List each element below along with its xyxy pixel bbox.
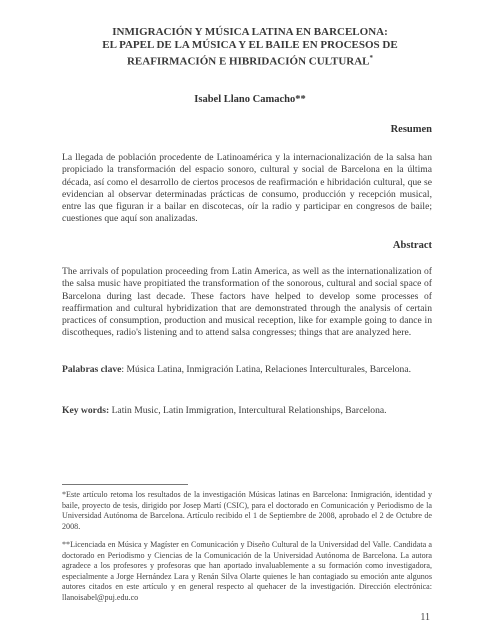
title-line-1: INMIGRACIÓN Y MÚSICA LATINA EN BARCELONA:	[112, 26, 388, 38]
keywords-spanish	[62, 364, 432, 376]
keywords-spanish-label: Palabras clave	[62, 364, 122, 375]
title-footnote-marker: *	[369, 54, 374, 62]
article-title	[60, 26, 440, 69]
abstract-paragraph: The arrivals of population proceeding from Latin America, as well as the internationalization of the salsa music have propitiated the transformation of the sonorous, cultural and social space of Barcelona during last decade. These factors have helped to develop some processes of reaffirmation and cultural hybridization that are demonstrated through the analysis of certain practices of consumption, production and musical reception, like for example going to dance in discotheques, radio's listening and to attend salsa congresses; things that are analyzed here.	[62, 266, 432, 339]
keywords-english-label: Key words:	[62, 405, 110, 416]
resumen-paragraph: La llegada de población procedente de Latinoamérica y la internacionalización de la salsa han propiciado la transformación del espacio sonoro, cultural y social de Barcelona en la última década, así como el desarrollo de ciertos procesos de reafirmación e hibridación cultural, que se evidencian al observar determinadas prácticas de consumo, producción y recepción musical, entre las que figuran ir a bailar en discotecas, oír la radio y participar en congresos de baile; cuestiones que aquí son analizadas.	[62, 152, 432, 225]
footnote-divider	[62, 484, 188, 485]
title-line-3	[60, 52, 440, 69]
resumen-heading: Resumen	[390, 124, 432, 135]
author-name: Isabel Llano Camacho**	[194, 94, 306, 105]
footnote-1: *Este artículo retoma los resultados de la investigación Músicas latinas en Barcelona: Inmigración, identidad y baile, proyecto de tesis, dirigido por Josep Martí (CSIC), para el doctorado en Comunicación y Periodismo de la Universidad Autónoma de Barcelona. Artículo recibido el 1 de Septiembre de 2008, aprobado el 2 de Octubre de 2008.	[62, 490, 432, 531]
keywords-spanish-text: : Música Latina, Inmigración Latina, Relaciones Interculturales, Barcelona.	[121, 364, 411, 375]
footnote-2: **Licenciada en Música y Magíster en Comunicación y Diseño Cultural de la Universidad del Valle. Candidata a doctorado en Periodismo y Ciencias de la Comunicación de la Universidad Autónoma de Barcelona. La autora agradece a los profesores y profesoras que han aportado invaluablemente a su formación como investigadora, especialmente a Jorge Hernández Lara y Renán Silva Olarte quienes le han contagiado su emoción ante algunos autores citados en este artículo y en general respecto al quehacer de la investigación. Dirección electrónica: llanoisabel@puj.edu.co	[62, 540, 432, 602]
page-number: 11	[420, 612, 430, 623]
keywords-english	[62, 405, 432, 417]
title-line-3-text: REAFIRMACIÓN E HIBRIDACIÓN CULTURAL	[126, 55, 370, 68]
keywords-english-text: Latin Music, Latin Immigration, Intercultural Relationships, Barcelona.	[109, 405, 387, 416]
abstract-heading: Abstract	[392, 240, 432, 251]
title-line-2: EL PAPEL DE LA MÚSICA Y EL BAILE EN PROCESOS DE	[102, 39, 398, 51]
